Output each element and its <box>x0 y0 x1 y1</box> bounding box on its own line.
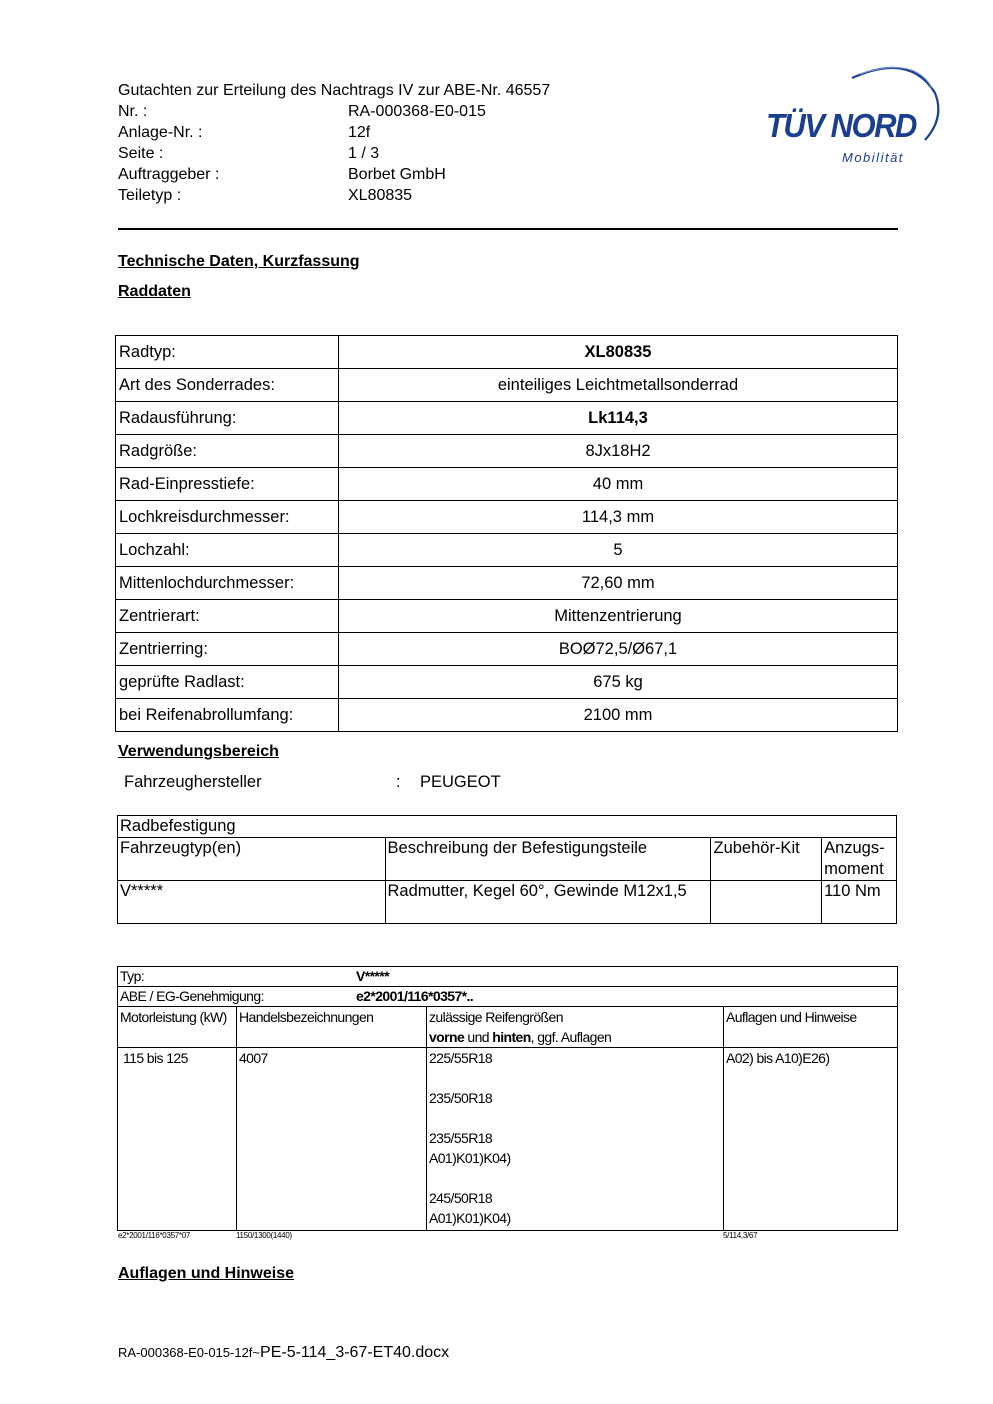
logo-wordmark: TÜV NORD <box>766 106 916 145</box>
col-header-auflagen: Auflagen und Hinweise <box>724 1007 898 1048</box>
col-header-motor: Motorleistung (kW) <box>118 1007 237 1048</box>
col-header: Fahrzeugtyp(en) <box>118 838 386 881</box>
document-filename <box>118 1344 449 1362</box>
tuev-nord-logo <box>760 58 945 173</box>
row-label: Lochkreisdurchmesser: <box>116 501 339 534</box>
row-label: Zentrierring: <box>116 633 339 666</box>
row-value: Lk114,3 <box>339 402 898 435</box>
table-row <box>116 600 898 633</box>
table-footnote-right: 5/114,3/67 <box>723 1231 758 1240</box>
filename-prefix: RA-000368-E0-015-12f~ <box>118 1345 261 1360</box>
tyre-size: 245/50R18 <box>429 1190 493 1206</box>
manufacturer-label: Fahrzeughersteller <box>124 773 262 791</box>
table-row <box>118 1048 898 1231</box>
raddaten-table <box>115 335 898 732</box>
header-label: Auftraggeber : <box>118 166 220 183</box>
radbefestigung-table <box>117 815 897 924</box>
table-row <box>116 633 898 666</box>
header-label: Teiletyp : <box>118 187 182 204</box>
document-title: Gutachten zur Erteilung des Nachtrags IV zur ABE-Nr. 46557 <box>118 82 551 99</box>
row-value: 5 <box>339 534 898 567</box>
row-value: 72,60 mm <box>339 567 898 600</box>
table-row <box>118 987 898 1007</box>
row-label: Rad-Einpresstiefe: <box>116 468 339 501</box>
reifen-header-und: und <box>464 1029 493 1045</box>
row-value: Mittenzentrierung <box>339 600 898 633</box>
reifen-header-hinten: hinten <box>492 1029 531 1045</box>
row-value: 114,3 mm <box>339 501 898 534</box>
abe-row <box>118 987 898 1007</box>
header-label: Nr. : <box>118 103 148 120</box>
section-subtitle: Raddaten <box>118 283 191 300</box>
table-row <box>118 881 897 924</box>
header-divider <box>118 228 898 230</box>
row-label: Mittenlochdurchmesser: <box>116 567 339 600</box>
table-footnote-mid: 1150/1300(1440) <box>236 1231 292 1240</box>
table-row <box>116 699 898 732</box>
table-row <box>116 567 898 600</box>
header-row-teiletyp <box>118 185 412 206</box>
row-value: XL80835 <box>339 336 898 369</box>
row-label: Radtyp: <box>116 336 339 369</box>
filename-main: PE-5-114_3-67-ET40.docx <box>260 1344 450 1361</box>
table-row <box>118 816 897 838</box>
typ-label: Typ: <box>120 968 145 984</box>
cell-auflagen: A02) bis A10)E26) <box>724 1048 898 1231</box>
row-value: 2100 mm <box>339 699 898 732</box>
abe-value: e2*2001/116*0357*.. <box>356 988 474 1004</box>
cell: Radmutter, Kegel 60°, Gewinde M12x1,5 <box>385 881 711 924</box>
row-value: 675 kg <box>339 666 898 699</box>
table-footnote-left: e2*2001/116*0357*07 <box>118 1231 191 1240</box>
manufacturer-separator: : <box>396 773 401 791</box>
header-value: 1 / 3 <box>348 145 380 162</box>
cell-reifen <box>427 1048 724 1231</box>
table-header-row <box>118 1007 898 1048</box>
row-label: bei Reifenabrollumfang: <box>116 699 339 732</box>
row-label: Art des Sonderrades: <box>116 369 339 402</box>
table-row <box>116 501 898 534</box>
verwendung-title: Verwendungsbereich <box>118 743 279 760</box>
reifen-header-vorne: vorne <box>429 1029 465 1045</box>
header-value: 12f <box>348 124 371 141</box>
header-row-auftraggeber <box>118 164 446 185</box>
col-header-handel: Handelsbezeichnungen <box>237 1007 427 1048</box>
col-header-reifen <box>427 1007 724 1048</box>
table-row <box>116 336 898 369</box>
row-label: Zentrierart: <box>116 600 339 633</box>
row-label: Radgröße: <box>116 435 339 468</box>
row-value: einteiliges Leichtmetallsonderrad <box>339 369 898 402</box>
header-row-seite <box>118 143 379 164</box>
typ-value: V***** <box>356 968 389 984</box>
reifen-header-line1: zulässige Reifengrößen <box>429 1009 563 1025</box>
tyre-size: 225/55R18 <box>429 1050 493 1066</box>
header-row-nr <box>118 101 486 122</box>
cell <box>711 881 822 924</box>
col-header: Zubehör-Kit <box>711 838 822 881</box>
table-row <box>116 534 898 567</box>
tyre-size: 235/50R18 <box>429 1090 493 1106</box>
header-value: RA-000368-E0-015 <box>348 103 486 120</box>
header-row-anlage <box>118 122 370 143</box>
row-value: 40 mm <box>339 468 898 501</box>
header-value: Borbet GmbH <box>348 166 446 183</box>
header-label: Seite : <box>118 145 164 162</box>
col-header: Anzugs-moment <box>822 838 897 881</box>
radbefestigung-title: Radbefestigung <box>118 816 897 838</box>
cell: 110 Nm <box>822 881 897 924</box>
typ-table <box>117 966 898 1231</box>
abe-label: ABE / EG-Genehmigung: <box>120 988 264 1004</box>
row-label: Lochzahl: <box>116 534 339 567</box>
section-title: Technische Daten, Kurzfassung <box>118 253 360 270</box>
auflagen-title: Auflagen und Hinweise <box>118 1265 295 1282</box>
row-value: BOØ72,5/Ø67,1 <box>339 633 898 666</box>
table-header-row <box>118 838 897 881</box>
cell-handel: 4007 <box>237 1048 427 1231</box>
reifen-header-rest: , ggf. Auflagen <box>530 1029 612 1045</box>
row-label: geprüfte Radlast: <box>116 666 339 699</box>
header-label: Anlage-Nr. : <box>118 124 203 141</box>
header-value: XL80835 <box>348 187 413 204</box>
table-row <box>116 369 898 402</box>
table-row <box>116 402 898 435</box>
row-value: 8Jx18H2 <box>339 435 898 468</box>
tyre-note: A01)K01)K04) <box>429 1210 511 1226</box>
row-label: Radausführung: <box>116 402 339 435</box>
typ-row <box>118 967 898 987</box>
table-row <box>116 666 898 699</box>
manufacturer-value: PEUGEOT <box>420 773 501 791</box>
cell-motor: 115 bis 125 <box>118 1048 237 1231</box>
cell: V***** <box>118 881 386 924</box>
table-row <box>116 435 898 468</box>
tyre-size: 235/55R18 <box>429 1130 493 1146</box>
tyre-note: A01)K01)K04) <box>429 1150 511 1166</box>
table-row <box>116 468 898 501</box>
logo-subtitle: Mobilität <box>842 150 904 165</box>
table-row <box>118 967 898 987</box>
col-header: Beschreibung der Befestigungsteile <box>385 838 711 881</box>
